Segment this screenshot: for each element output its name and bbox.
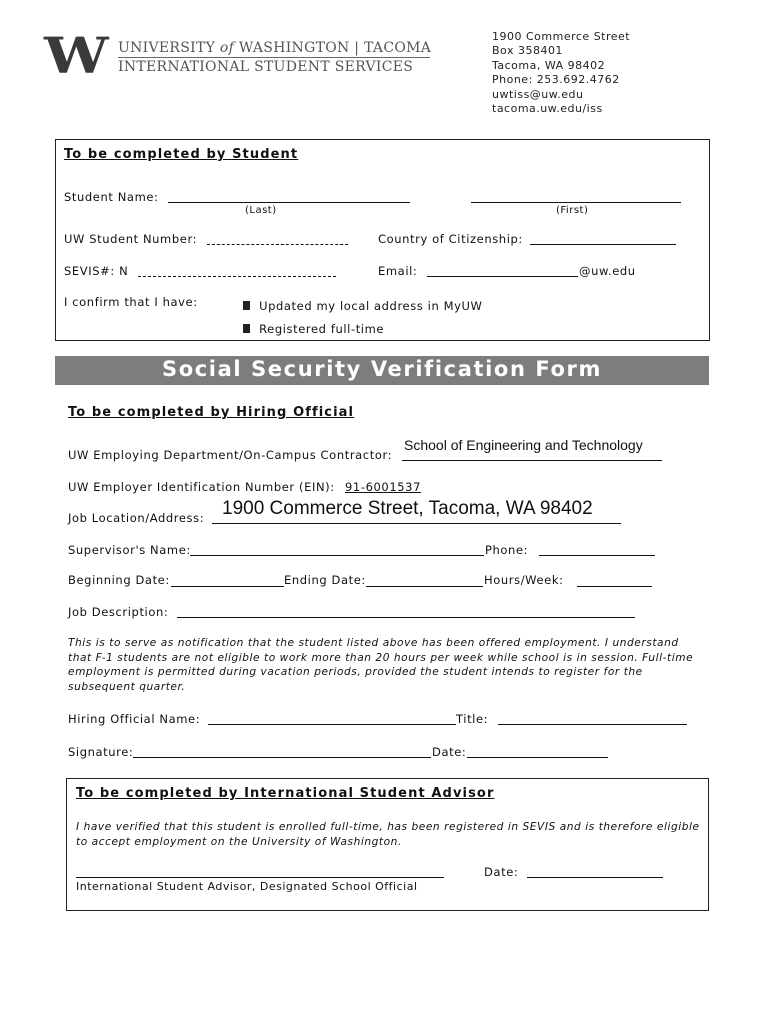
last-name-field[interactable] <box>168 202 410 203</box>
email-label: Email: <box>378 264 418 278</box>
address-line: tacoma.uw.edu/iss <box>492 102 603 116</box>
advisor-signature-field[interactable] <box>76 877 444 878</box>
begin-date-label: Beginning Date: <box>68 573 170 587</box>
hours-label: Hours/Week: <box>484 573 564 587</box>
confirm-option-fulltime[interactable] <box>243 318 384 337</box>
sevis-field[interactable] <box>138 276 336 277</box>
location-field[interactable] <box>212 523 621 524</box>
university-suffix: WASHINGTON | TACOMA <box>238 40 432 56</box>
confirm-option-label: Updated my local address in MyUW <box>259 299 483 313</box>
hiring-statement: This is to serve as notification that the student listed above has been offered employment. I understand that F-1 students are not eligible to work more than 20 hours per week while school is in session. Full-time employment is permitted during vacation periods, provided the student intends to register for the subsequent quarter. <box>68 637 694 694</box>
advisor-date-field[interactable] <box>527 877 663 878</box>
location-label: Job Location/Address: <box>68 511 205 525</box>
confirm-option-address[interactable] <box>243 295 483 314</box>
student-section-heading: To be completed by Student <box>64 147 299 162</box>
department-label: UW Employing Department/On-Campus Contractor: <box>68 448 393 462</box>
location-value[interactable]: 1900 Commerce Street, Tacoma, WA 98402 <box>222 498 593 519</box>
job-description-label: Job Description: <box>68 605 169 619</box>
last-caption: (Last) <box>245 205 277 216</box>
university-of: of <box>219 40 235 56</box>
uw-number-field[interactable] <box>207 244 348 245</box>
supervisor-label: Supervisor's Name: <box>68 543 191 557</box>
sevis-label: SEVIS#: N <box>64 264 129 278</box>
official-name-field[interactable] <box>208 724 456 725</box>
address-line: Tacoma, WA 98402 <box>492 58 606 72</box>
advisor-signature-caption: International Student Advisor, Designated School Official <box>76 880 418 893</box>
hours-field[interactable] <box>577 586 652 587</box>
form-title-text: Social Security Verification Form <box>162 357 602 381</box>
confirm-label: I confirm that I have: <box>64 295 198 309</box>
official-name-label: Hiring Official Name: <box>68 712 201 726</box>
uw-number-label: UW Student Number: <box>64 232 198 246</box>
supervisor-field[interactable] <box>190 555 484 556</box>
uw-logo: W <box>44 26 107 85</box>
student-name-label: Student Name: <box>64 190 159 204</box>
checkbox-icon[interactable] <box>243 301 250 310</box>
ein-label: UW Employer Identification Number (EIN): <box>68 480 335 494</box>
email-field[interactable] <box>427 276 578 277</box>
confirm-option-label: Registered full-time <box>259 322 385 336</box>
department-value[interactable]: School of Engineering and Technology <box>404 437 643 453</box>
first-caption: (First) <box>556 205 589 216</box>
form-title <box>55 357 709 381</box>
address-line: 1900 Commerce Street <box>492 30 631 43</box>
signature-label: Signature: <box>68 745 134 759</box>
advisor-date-label: Date: <box>484 865 519 879</box>
address-line: Box 358401 <box>492 44 563 58</box>
department-field[interactable] <box>402 460 662 461</box>
country-field[interactable] <box>530 244 676 245</box>
ein-value: 91-6001537 <box>345 480 421 494</box>
title-label: Title: <box>456 712 489 726</box>
date-label: Date: <box>432 745 467 759</box>
office-name: INTERNATIONAL STUDENT SERVICES <box>118 59 414 75</box>
date-field[interactable] <box>467 757 608 758</box>
advisor-section-heading: To be completed by International Student Advisor <box>76 786 495 801</box>
university-prefix: UNIVERSITY <box>118 40 216 56</box>
hiring-section-heading: To be completed by Hiring Official <box>68 405 355 420</box>
end-date-field[interactable] <box>366 586 483 587</box>
checkbox-icon[interactable] <box>243 324 250 333</box>
phone-field[interactable] <box>539 555 655 556</box>
job-description-field[interactable] <box>177 617 635 618</box>
first-name-field[interactable] <box>471 202 681 203</box>
end-date-label: Ending Date: <box>284 573 366 587</box>
address-line: uwtiss@uw.edu <box>492 87 584 101</box>
phone-label: Phone: <box>485 543 529 557</box>
advisor-statement: I have verified that this student is enrolled full-time, has been registered in SEVIS and is therefore eligible to accept employment on the University of Washington. <box>76 821 700 848</box>
email-suffix: @uw.edu <box>579 264 636 278</box>
signature-field[interactable] <box>133 757 431 758</box>
contact-address <box>492 30 630 116</box>
address-line: Phone: 253.692.4762 <box>492 73 620 87</box>
university-name <box>118 40 431 56</box>
country-label: Country of Citizenship: <box>378 232 523 246</box>
begin-date-field[interactable] <box>171 586 284 587</box>
header-rule <box>118 57 430 58</box>
title-field[interactable] <box>498 724 687 725</box>
